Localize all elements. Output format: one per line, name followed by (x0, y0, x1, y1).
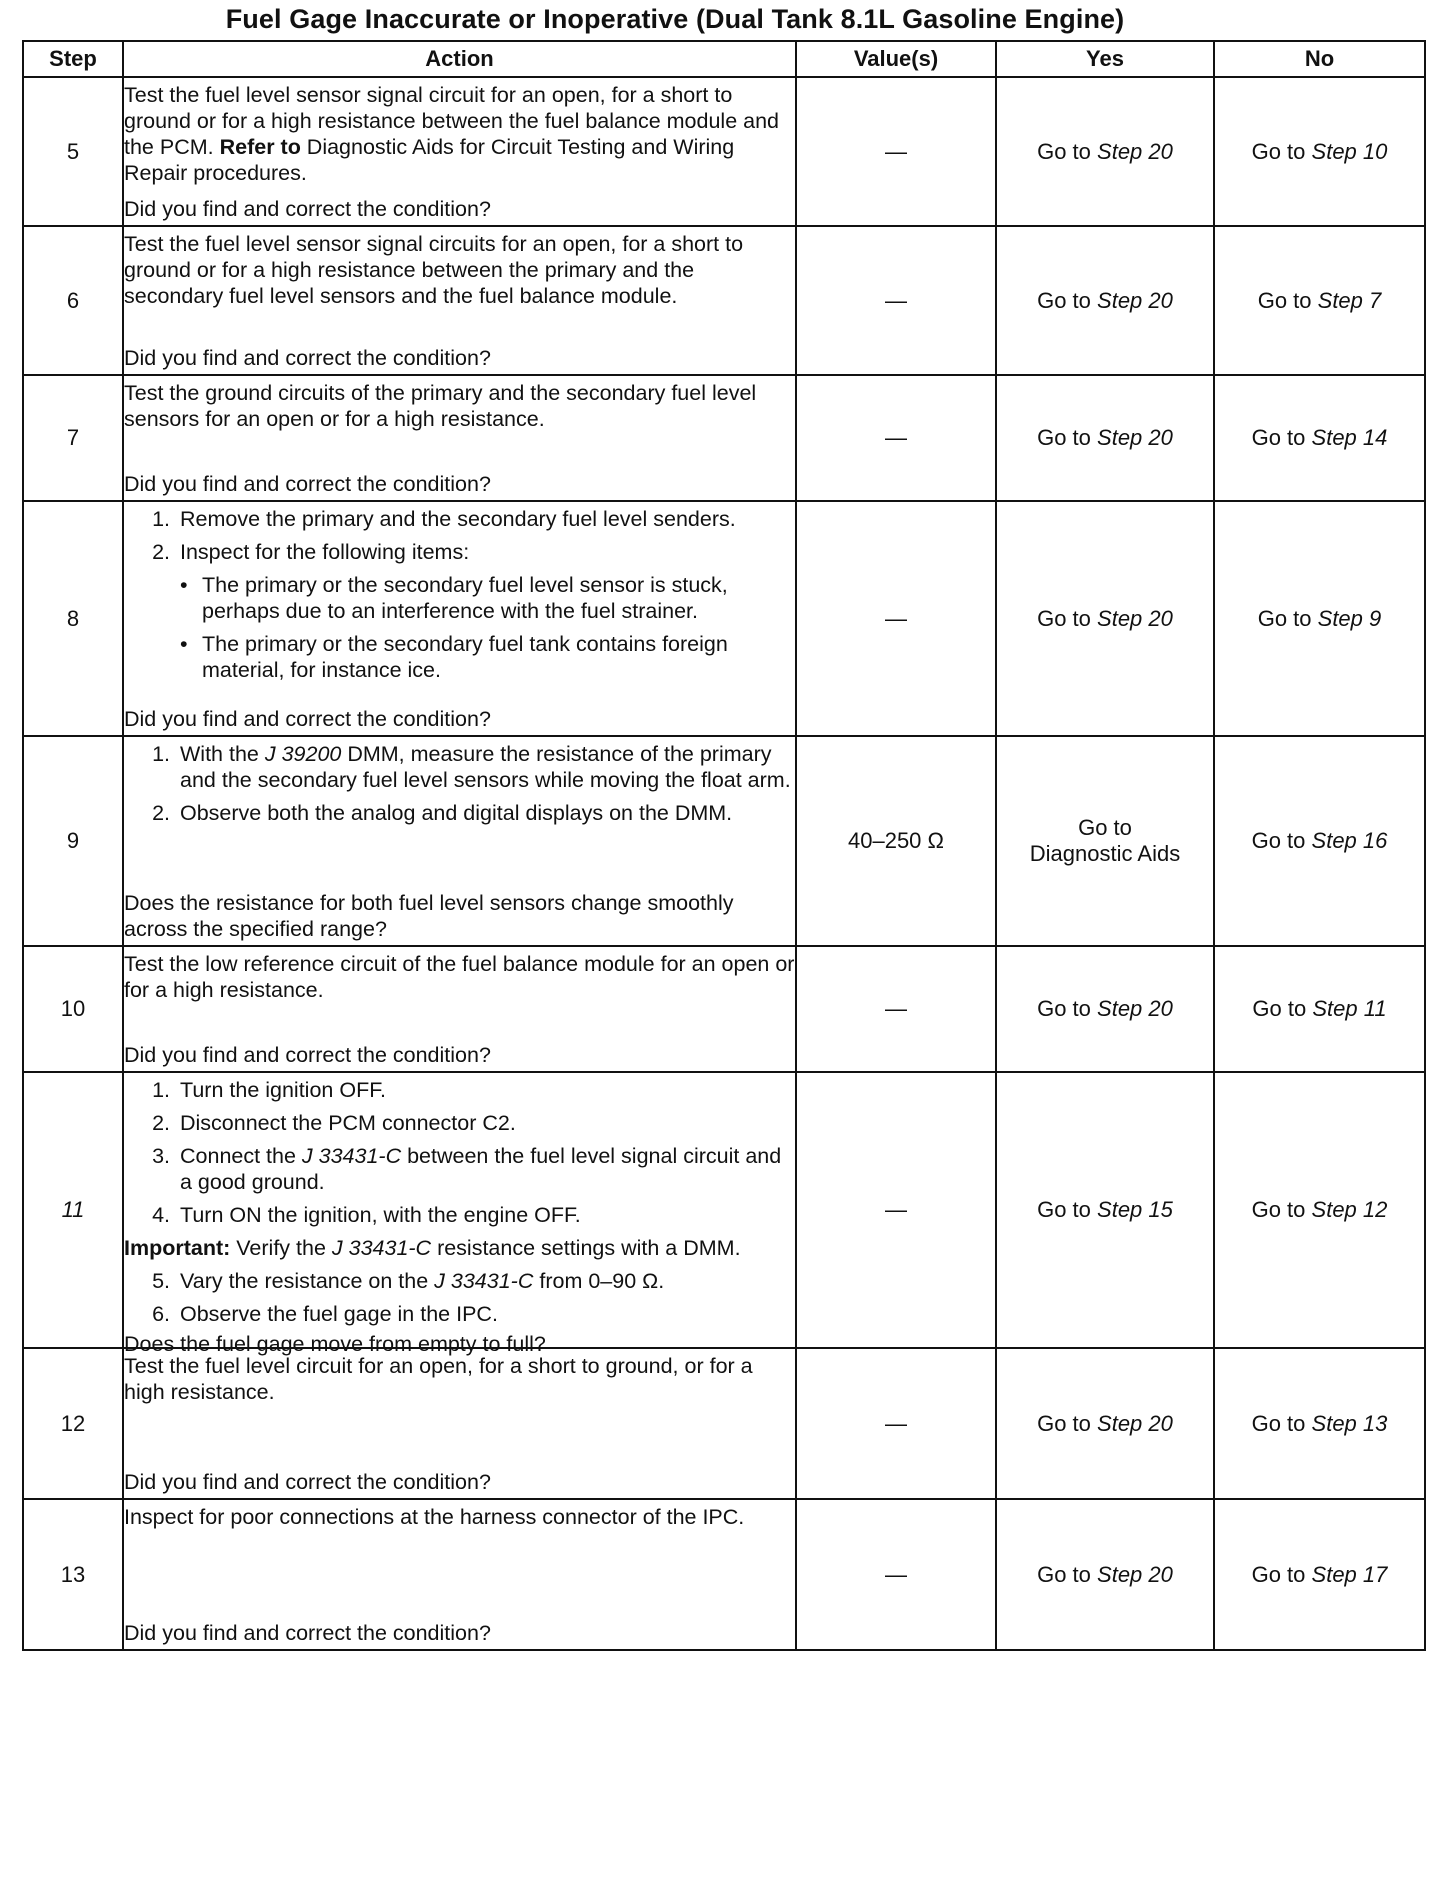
action-cell (123, 1072, 796, 1356)
diagnostic-table (22, 40, 1426, 1651)
action-question: Did you find and correct the condition? (124, 1469, 491, 1494)
list-item: 2. Observe both the analog and digital displays on the DMM. (152, 800, 733, 825)
action-text: Test the ground circuits of the primary and the secondary fuel level sensors for an open or for a high resistance. (124, 380, 757, 431)
action-cell (123, 946, 796, 1072)
action-cell (123, 1499, 796, 1650)
value-cell: 40–250 Ω (796, 736, 996, 946)
table-row (23, 501, 1425, 736)
list-item: 6. Observe the fuel gage in the IPC. (152, 1301, 498, 1326)
action-list (124, 1077, 795, 1327)
step-number: 10 (23, 946, 123, 1072)
header-step: Step (23, 41, 123, 77)
value-cell: — (796, 1072, 996, 1348)
action-text: Test the fuel level circuit for an open, for a short to ground, or for a high resistance. (124, 1353, 753, 1404)
action-text: Test the fuel level sensor signal circuit for an open, for a short to ground or for a high resistance between the fuel balance module and the PCM. Refer to Diagnostic Aids for Circuit Testing and Wiring Repair procedures. (124, 82, 779, 185)
table-row (23, 77, 1425, 226)
action-cell (123, 501, 796, 736)
value-cell: — (796, 1348, 996, 1499)
step-number: 7 (23, 375, 123, 501)
step-number: 13 (23, 1499, 123, 1650)
no-cell: Go to Step 10 (1214, 77, 1425, 226)
action-question: Does the fuel gage move from empty to full? (124, 1331, 546, 1356)
list-item: 1. Turn the ignition OFF. (152, 1077, 386, 1102)
table-row (23, 1499, 1425, 1650)
value-cell: — (796, 77, 996, 226)
action-list (124, 506, 795, 683)
action-question: Did you find and correct the condition? (124, 196, 491, 221)
table-row (23, 946, 1425, 1072)
table-row (23, 226, 1425, 375)
action-text: Test the fuel level sensor signal circuits for an open, for a short to ground or for a high resistance between the primary and the secondary fuel level sensors and the fuel balance module. (124, 231, 744, 308)
yes-cell: Go to Step 15 (996, 1072, 1214, 1348)
value-cell: — (796, 1499, 996, 1650)
action-list (124, 741, 795, 826)
yes-cell: Go to Step 20 (996, 501, 1214, 736)
action-question: Did you find and correct the condition? (124, 706, 491, 731)
action-cell (123, 77, 796, 226)
action-text: Test the low reference circuit of the fuel balance module for an open or for a high resistance. (124, 951, 795, 1002)
yes-cell: Go to Step 20 (996, 226, 1214, 375)
table-row (23, 375, 1425, 501)
list-item: 1. With the J 39200 DMM, measure the resistance of the primary and the secondary fuel level sensors while moving the float arm. (152, 741, 791, 792)
table-row (23, 736, 1425, 946)
header-action: Action (123, 41, 796, 77)
page-title: Fuel Gage Inaccurate or Inoperative (Dual Tank 8.1L Gasoline Engine) (225, 4, 1125, 34)
value-cell: — (796, 226, 996, 375)
value-cell: — (796, 501, 996, 736)
no-cell: Go to Step 16 (1214, 736, 1425, 946)
step-number: 8 (23, 501, 123, 736)
header-values: Value(s) (796, 41, 996, 77)
yes-cell: Go to Step 20 (996, 375, 1214, 501)
no-cell: Go to Step 12 (1214, 1072, 1425, 1348)
no-cell: Go to Step 11 (1214, 946, 1425, 1072)
no-cell: Go to Step 7 (1214, 226, 1425, 375)
no-cell: Go to Step 17 (1214, 1499, 1425, 1650)
action-cell (123, 736, 796, 946)
no-cell: Go to Step 9 (1214, 501, 1425, 736)
action-question: Did you find and correct the condition? (124, 1042, 491, 1067)
table-header-row (23, 41, 1425, 77)
yes-cell: Go to Step 20 (996, 946, 1214, 1072)
header-no: No (1214, 41, 1425, 77)
value-cell: — (796, 946, 996, 1072)
bullet-item: • The primary or the secondary fuel level sensor is stuck, perhaps due to an interference with the fuel strainer. (180, 572, 728, 623)
bullet-item: • The primary or the secondary fuel tank contains foreign material, for instance ice. (180, 631, 728, 682)
important-note: Important: Verify the J 33431-C resistance settings with a DMM. (124, 1235, 741, 1260)
list-item: 5. Vary the resistance on the J 33431-C from 0–90 Ω. (152, 1268, 665, 1293)
list-item: 2. Inspect for the following items: (152, 539, 470, 564)
step-number: 11 (23, 1072, 123, 1348)
action-question: Did you find and correct the condition? (124, 345, 491, 370)
action-question: Did you find and correct the condition? (124, 471, 491, 496)
step-number: 9 (23, 736, 123, 946)
step-number: 12 (23, 1348, 123, 1499)
action-question: Does the resistance for both fuel level sensors change smoothly across the specified range? (124, 890, 734, 941)
yes-cell: Go to Step 20 (996, 1499, 1214, 1650)
action-cell (123, 375, 796, 501)
action-cell (123, 226, 796, 375)
step-number: 6 (23, 226, 123, 375)
list-item: 2. Disconnect the PCM connector C2. (152, 1110, 516, 1135)
value-cell: — (796, 375, 996, 501)
yes-cell: Go to Step 20 (996, 1348, 1214, 1499)
header-yes: Yes (996, 41, 1214, 77)
yes-cell: Go to Diagnostic Aids (996, 736, 1214, 946)
list-item: 1. Remove the primary and the secondary fuel level senders. (152, 506, 736, 531)
action-text: Inspect for poor connections at the harness connector of the IPC. (124, 1504, 745, 1529)
list-item: 4. Turn ON the ignition, with the engine OFF. (152, 1202, 581, 1227)
list-item: 3. Connect the J 33431-C between the fuel level signal circuit and a good ground. (152, 1143, 782, 1194)
action-cell (123, 1348, 796, 1499)
yes-cell: Go to Step 20 (996, 77, 1214, 226)
no-cell: Go to Step 14 (1214, 375, 1425, 501)
table-row (23, 1072, 1425, 1348)
action-question: Did you find and correct the condition? (124, 1620, 491, 1645)
table-row (23, 1348, 1425, 1499)
step-number: 5 (23, 77, 123, 226)
no-cell: Go to Step 13 (1214, 1348, 1425, 1499)
